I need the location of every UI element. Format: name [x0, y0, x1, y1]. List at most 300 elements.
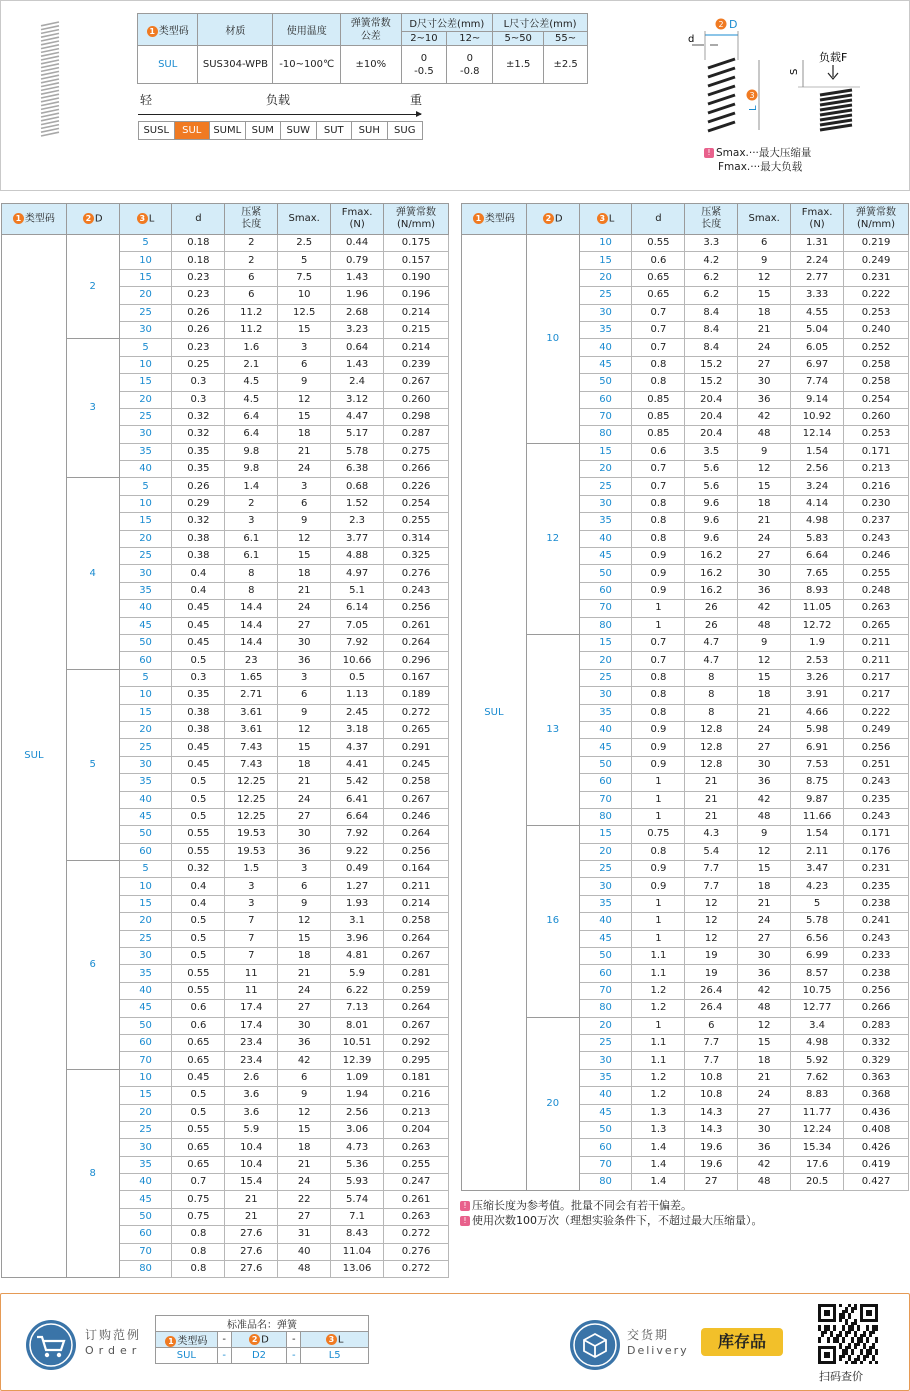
- L-cell[interactable]: 60: [579, 965, 632, 982]
- value-cell: 0.9: [632, 582, 685, 599]
- value-cell: 14.4: [225, 634, 278, 651]
- L-cell[interactable]: 25: [119, 548, 172, 565]
- value-cell: 36: [738, 774, 791, 791]
- value-cell: 0.7: [632, 339, 685, 356]
- value-cell: 26.4: [685, 1000, 738, 1017]
- L-cell[interactable]: 40: [119, 791, 172, 808]
- spec-tol: ±10%: [341, 46, 401, 84]
- L-cell[interactable]: 50: [579, 948, 632, 965]
- L-cell[interactable]: 50: [119, 634, 172, 651]
- L-cell[interactable]: 30: [119, 1139, 172, 1156]
- value-cell: 0.265: [384, 721, 449, 738]
- value-cell: 36: [278, 652, 331, 669]
- value-cell: 7.65: [791, 565, 844, 582]
- value-cell: 9.22: [331, 843, 384, 860]
- value-cell: 1.4: [632, 1156, 685, 1173]
- L-cell[interactable]: 35: [579, 895, 632, 912]
- value-cell: 2.1: [225, 356, 278, 373]
- L-cell[interactable]: 40: [579, 530, 632, 547]
- L-cell[interactable]: 10: [119, 495, 172, 512]
- value-cell: 10: [278, 287, 331, 304]
- value-cell: 15: [738, 1034, 791, 1051]
- value-cell: 7.43: [225, 739, 278, 756]
- order-h-type: 类型码: [177, 1336, 208, 1347]
- value-cell: 1: [632, 617, 685, 634]
- value-cell: 30: [738, 565, 791, 582]
- value-cell: 2.71: [225, 687, 278, 704]
- value-cell: 0.55: [172, 965, 225, 982]
- value-cell: 18: [278, 426, 331, 443]
- value-cell: 4.37: [331, 739, 384, 756]
- value-cell: 15: [278, 739, 331, 756]
- value-cell: 27: [738, 1104, 791, 1121]
- value-cell: 6: [278, 687, 331, 704]
- value-cell: 0.26: [172, 321, 225, 338]
- value-cell: 1.2: [632, 982, 685, 999]
- value-cell: 15.2: [685, 356, 738, 373]
- value-cell: 0.26: [172, 478, 225, 495]
- D-cell[interactable]: 6: [66, 861, 119, 1070]
- L-cell[interactable]: 20: [579, 843, 632, 860]
- value-cell: 0.6: [632, 252, 685, 269]
- value-cell: 6: [278, 878, 331, 895]
- L-cell[interactable]: 45: [579, 739, 632, 756]
- value-cell: 8: [685, 669, 738, 686]
- L-cell[interactable]: 30: [119, 426, 172, 443]
- L-cell[interactable]: 15: [119, 1087, 172, 1104]
- value-cell: 0.233: [844, 948, 909, 965]
- value-cell: 0.419: [844, 1156, 909, 1173]
- L-cell[interactable]: 20: [119, 721, 172, 738]
- type-cell[interactable]: SUL: [462, 235, 527, 1191]
- L-cell[interactable]: 25: [119, 739, 172, 756]
- type-option-suml[interactable]: SUML: [210, 122, 246, 140]
- L-cell[interactable]: 45: [579, 1104, 632, 1121]
- value-cell: 10.4: [225, 1139, 278, 1156]
- value-cell: 5.78: [331, 443, 384, 460]
- L-cell[interactable]: 30: [579, 495, 632, 512]
- value-cell: 0.243: [844, 530, 909, 547]
- spec-d2b: -0.8: [460, 65, 480, 77]
- L-cell[interactable]: 10: [119, 878, 172, 895]
- value-cell: 4.88: [331, 548, 384, 565]
- L-cell[interactable]: 50: [579, 374, 632, 391]
- value-cell: 0.7: [632, 321, 685, 338]
- L-cell[interactable]: 20: [119, 391, 172, 408]
- value-cell: 3.1: [331, 913, 384, 930]
- L-cell[interactable]: 60: [119, 843, 172, 860]
- value-cell: 0.243: [384, 582, 449, 599]
- L-cell[interactable]: 30: [119, 948, 172, 965]
- value-cell: 6.64: [331, 808, 384, 825]
- L-cell[interactable]: 45: [119, 1000, 172, 1017]
- L-cell[interactable]: 60: [579, 774, 632, 791]
- L-cell[interactable]: 15: [119, 704, 172, 721]
- L-cell[interactable]: 35: [579, 704, 632, 721]
- value-cell: 0.5: [172, 1087, 225, 1104]
- L-cell[interactable]: 40: [579, 339, 632, 356]
- L-cell[interactable]: 30: [119, 565, 172, 582]
- value-cell: 1.96: [331, 287, 384, 304]
- spec-table: [137, 13, 588, 84]
- value-cell: 3: [278, 861, 331, 878]
- value-cell: 1.13: [331, 687, 384, 704]
- value-cell: 0.272: [384, 704, 449, 721]
- value-cell: 0.7: [172, 1174, 225, 1191]
- L-cell[interactable]: 60: [119, 1226, 172, 1243]
- L-cell[interactable]: 35: [119, 965, 172, 982]
- value-cell: 0.7: [632, 478, 685, 495]
- L-cell[interactable]: 20: [119, 287, 172, 304]
- value-cell: 2.6: [225, 1069, 278, 1086]
- order-h-L: L: [337, 1334, 344, 1346]
- value-cell: 36: [278, 843, 331, 860]
- L-cell[interactable]: 40: [119, 982, 172, 999]
- value-cell: 4.14: [791, 495, 844, 512]
- L-cell[interactable]: 15: [579, 443, 632, 460]
- value-cell: 5.36: [331, 1156, 384, 1173]
- value-cell: 26: [685, 600, 738, 617]
- value-cell: 9.6: [685, 513, 738, 530]
- value-cell: 1.5: [225, 861, 278, 878]
- L-cell[interactable]: 25: [579, 1034, 632, 1051]
- L-cell[interactable]: 5: [119, 235, 172, 252]
- col-tol1: 弹簧常数: [350, 17, 391, 29]
- value-cell: 0.332: [844, 1034, 909, 1051]
- L-cell[interactable]: 45: [119, 1191, 172, 1208]
- L-cell[interactable]: 35: [579, 513, 632, 530]
- value-cell: 0.219: [844, 235, 909, 252]
- L-cell[interactable]: 5: [119, 339, 172, 356]
- value-cell: 4.3: [685, 826, 738, 843]
- L-cell[interactable]: 60: [579, 582, 632, 599]
- L-cell[interactable]: 30: [579, 878, 632, 895]
- type-option-suh[interactable]: SUH: [352, 122, 388, 140]
- value-cell: 0.164: [384, 861, 449, 878]
- sub-l2: 55~: [544, 32, 588, 46]
- value-cell: 3.4: [791, 1017, 844, 1034]
- L-cell[interactable]: 50: [119, 1208, 172, 1225]
- value-cell: 0.9: [632, 548, 685, 565]
- L-cell[interactable]: 45: [119, 617, 172, 634]
- L-cell[interactable]: 20: [579, 461, 632, 478]
- th-smax: Smax.: [738, 204, 791, 235]
- L-cell[interactable]: 15: [119, 374, 172, 391]
- D-cell[interactable]: 20: [526, 1017, 579, 1191]
- value-cell: 12: [278, 913, 331, 930]
- value-cell: 30: [738, 374, 791, 391]
- value-cell: 1.4: [632, 1139, 685, 1156]
- L-cell[interactable]: 45: [579, 930, 632, 947]
- value-cell: 4.7: [685, 652, 738, 669]
- L-cell[interactable]: 5: [119, 861, 172, 878]
- value-cell: 3.18: [331, 721, 384, 738]
- L-cell[interactable]: 15: [579, 826, 632, 843]
- L-cell[interactable]: 40: [119, 1174, 172, 1191]
- D-cell[interactable]: 13: [526, 634, 579, 825]
- L-cell[interactable]: 35: [119, 443, 172, 460]
- value-cell: 12: [685, 895, 738, 912]
- col-dtol: D尺寸公差(mm): [401, 14, 493, 32]
- delivery-icon: [568, 1318, 622, 1372]
- spec-type[interactable]: SUL: [138, 46, 198, 84]
- L-cell[interactable]: 80: [579, 808, 632, 825]
- L-cell[interactable]: 70: [119, 1052, 172, 1069]
- D-cell[interactable]: 16: [526, 826, 579, 1017]
- L-cell[interactable]: 10: [119, 252, 172, 269]
- L-cell[interactable]: 35: [119, 1156, 172, 1173]
- value-cell: 21: [278, 443, 331, 460]
- L-cell[interactable]: 70: [579, 791, 632, 808]
- value-cell: 0.85: [632, 408, 685, 425]
- value-cell: 13.06: [331, 1261, 384, 1278]
- D-cell[interactable]: 10: [526, 235, 579, 444]
- spec-material: SUS304-WPB: [198, 46, 273, 84]
- L-cell[interactable]: 10: [579, 235, 632, 252]
- L-cell[interactable]: 20: [119, 913, 172, 930]
- value-cell: 0.325: [384, 548, 449, 565]
- value-cell: 1: [632, 895, 685, 912]
- L-cell[interactable]: 25: [119, 408, 172, 425]
- L-cell[interactable]: 15: [119, 269, 172, 286]
- L-cell[interactable]: 35: [579, 1069, 632, 1086]
- value-cell: 0.265: [844, 617, 909, 634]
- value-cell: 7.62: [791, 1069, 844, 1086]
- L-cell[interactable]: 30: [579, 304, 632, 321]
- value-cell: 21: [738, 513, 791, 530]
- L-cell[interactable]: 30: [579, 687, 632, 704]
- value-cell: 42: [738, 791, 791, 808]
- L-cell[interactable]: 35: [119, 774, 172, 791]
- value-cell: 40: [278, 1243, 331, 1260]
- value-cell: 12: [738, 652, 791, 669]
- type-option-susl[interactable]: SUSL: [139, 122, 175, 140]
- L-cell[interactable]: 60: [119, 1034, 172, 1051]
- L-cell[interactable]: 50: [579, 565, 632, 582]
- table-row: [2, 1069, 449, 1086]
- value-cell: 22: [278, 1191, 331, 1208]
- value-cell: 0.214: [384, 895, 449, 912]
- value-cell: 8.4: [685, 321, 738, 338]
- L-cell[interactable]: 10: [119, 356, 172, 373]
- value-cell: 8.75: [791, 774, 844, 791]
- value-cell: 8: [685, 704, 738, 721]
- value-cell: 3.26: [791, 669, 844, 686]
- L-cell[interactable]: 5: [119, 478, 172, 495]
- D-cell[interactable]: 12: [526, 443, 579, 634]
- L-cell[interactable]: 20: [119, 1104, 172, 1121]
- L-cell[interactable]: 60: [579, 1139, 632, 1156]
- L-cell[interactable]: 15: [579, 252, 632, 269]
- L-cell[interactable]: 25: [579, 478, 632, 495]
- L-cell[interactable]: 25: [579, 861, 632, 878]
- value-cell: 1.9: [791, 634, 844, 651]
- type-option-sut[interactable]: SUT: [316, 122, 352, 140]
- th-comp: 压紧 长度: [225, 204, 278, 235]
- value-cell: 30: [278, 634, 331, 651]
- value-cell: 5.9: [331, 965, 384, 982]
- D-cell[interactable]: 4: [66, 478, 119, 669]
- value-cell: 0.8: [632, 374, 685, 391]
- value-cell: 21: [685, 774, 738, 791]
- value-cell: 0.264: [384, 826, 449, 843]
- value-cell: 6.41: [331, 791, 384, 808]
- L-cell[interactable]: 70: [119, 1243, 172, 1260]
- value-cell: 5.98: [791, 721, 844, 738]
- spec-d2a: 0: [466, 52, 473, 64]
- value-cell: 1.4: [225, 478, 278, 495]
- spec-d1b: -0.5: [414, 65, 434, 77]
- L-cell[interactable]: 80: [119, 1261, 172, 1278]
- L-cell[interactable]: 50: [119, 1017, 172, 1034]
- value-cell: 0.5: [172, 913, 225, 930]
- L-cell[interactable]: 40: [119, 600, 172, 617]
- value-cell: 0.254: [844, 391, 909, 408]
- value-cell: 0.189: [384, 687, 449, 704]
- L-cell[interactable]: 20: [119, 530, 172, 547]
- L-cell[interactable]: 15: [579, 634, 632, 651]
- value-cell: 0.272: [384, 1226, 449, 1243]
- value-cell: 7.7: [685, 878, 738, 895]
- L-cell[interactable]: 70: [579, 1156, 632, 1173]
- value-cell: 7.53: [791, 756, 844, 773]
- type-option-sum[interactable]: SUM: [245, 122, 281, 140]
- L-cell[interactable]: 30: [579, 1052, 632, 1069]
- type-option-sug[interactable]: SUG: [387, 122, 423, 140]
- qr-label: 扫码查价: [819, 1370, 863, 1383]
- L-cell[interactable]: 40: [119, 461, 172, 478]
- value-cell: 18: [278, 948, 331, 965]
- L-cell[interactable]: 40: [579, 913, 632, 930]
- value-cell: 1.94: [331, 1087, 384, 1104]
- L-cell[interactable]: 50: [579, 756, 632, 773]
- value-cell: 0.8: [632, 513, 685, 530]
- type-option-sul[interactable]: SUL: [174, 122, 210, 140]
- value-cell: 9: [278, 374, 331, 391]
- D-cell[interactable]: 5: [66, 669, 119, 860]
- value-cell: 0.272: [384, 1261, 449, 1278]
- load-arrow: [138, 114, 421, 115]
- value-cell: 6: [278, 1069, 331, 1086]
- value-cell: 0.214: [384, 339, 449, 356]
- value-cell: 27: [278, 808, 331, 825]
- value-cell: 0.255: [844, 565, 909, 582]
- value-cell: 0.204: [384, 1121, 449, 1138]
- type-option-suw[interactable]: SUW: [281, 122, 317, 140]
- L-cell[interactable]: 25: [119, 930, 172, 947]
- L-cell[interactable]: 80: [579, 1000, 632, 1017]
- D-cell[interactable]: 8: [66, 1069, 119, 1278]
- value-cell: 21: [278, 1156, 331, 1173]
- value-cell: 1.1: [632, 948, 685, 965]
- value-cell: 0.248: [844, 582, 909, 599]
- L-cell[interactable]: 70: [579, 982, 632, 999]
- value-cell: 5.42: [331, 774, 384, 791]
- L-cell[interactable]: 80: [579, 1174, 632, 1191]
- value-cell: 11.66: [791, 808, 844, 825]
- L-cell[interactable]: 20: [579, 269, 632, 286]
- value-cell: 1.31: [791, 235, 844, 252]
- value-cell: 0.8: [172, 1261, 225, 1278]
- L-cell[interactable]: 60: [579, 391, 632, 408]
- value-cell: 0.8: [172, 1226, 225, 1243]
- value-cell: 4.98: [791, 1034, 844, 1051]
- L-cell[interactable]: 10: [119, 687, 172, 704]
- L-cell[interactable]: 40: [579, 1087, 632, 1104]
- value-cell: 21: [738, 895, 791, 912]
- L-cell[interactable]: 45: [579, 356, 632, 373]
- value-cell: 0.246: [844, 548, 909, 565]
- D-cell[interactable]: 3: [66, 339, 119, 478]
- value-cell: 2: [225, 252, 278, 269]
- value-cell: 15.4: [225, 1174, 278, 1191]
- value-cell: 6.14: [331, 600, 384, 617]
- value-cell: 1.3: [632, 1121, 685, 1138]
- L-cell[interactable]: 5: [119, 669, 172, 686]
- value-cell: 0.32: [172, 513, 225, 530]
- L-cell[interactable]: 10: [119, 1069, 172, 1086]
- spec-d1a: 0: [420, 52, 428, 64]
- L-cell[interactable]: 45: [579, 548, 632, 565]
- L-cell[interactable]: 25: [579, 669, 632, 686]
- order-table: 标准品名：弹簧 1 类型码 - 2 D - 3 L SUL - D2 - L5: [155, 1315, 369, 1364]
- value-cell: 15.34: [791, 1139, 844, 1156]
- L-cell[interactable]: 70: [579, 600, 632, 617]
- value-cell: 48: [738, 426, 791, 443]
- value-cell: 0.8: [172, 1243, 225, 1260]
- value-cell: 7.7: [685, 861, 738, 878]
- value-cell: 4.55: [791, 304, 844, 321]
- L-cell[interactable]: 40: [579, 721, 632, 738]
- value-cell: 11.2: [225, 304, 278, 321]
- value-cell: 6.2: [685, 269, 738, 286]
- D-cell[interactable]: 2: [66, 235, 119, 339]
- L-cell[interactable]: 15: [119, 895, 172, 912]
- value-cell: 0.267: [384, 948, 449, 965]
- value-cell: 0.190: [384, 269, 449, 286]
- L-cell[interactable]: 25: [119, 1121, 172, 1138]
- L-cell[interactable]: 70: [579, 408, 632, 425]
- col-tol2: 公差: [360, 30, 381, 42]
- L-cell[interactable]: 35: [579, 321, 632, 338]
- L-cell[interactable]: 25: [579, 287, 632, 304]
- L-cell[interactable]: 50: [119, 826, 172, 843]
- value-cell: 2.56: [331, 1104, 384, 1121]
- L-cell[interactable]: 20: [579, 652, 632, 669]
- L-cell[interactable]: 80: [579, 617, 632, 634]
- value-cell: 0.35: [172, 687, 225, 704]
- L-cell[interactable]: 80: [579, 426, 632, 443]
- value-cell: 1.2: [632, 1000, 685, 1017]
- value-cell: 1.43: [331, 269, 384, 286]
- value-cell: 30: [738, 756, 791, 773]
- L-cell[interactable]: 60: [119, 652, 172, 669]
- spec-temp: -10~100℃: [273, 46, 341, 84]
- L-cell[interactable]: 30: [119, 321, 172, 338]
- value-cell: 24: [738, 339, 791, 356]
- L-cell[interactable]: 35: [119, 582, 172, 599]
- L-cell[interactable]: 15: [119, 513, 172, 530]
- L-cell[interactable]: 25: [119, 304, 172, 321]
- type-cell[interactable]: SUL: [2, 235, 67, 1278]
- L-cell[interactable]: 30: [119, 756, 172, 773]
- L-cell[interactable]: 50: [579, 1121, 632, 1138]
- value-cell: 0.267: [384, 791, 449, 808]
- L-cell[interactable]: 20: [579, 1017, 632, 1034]
- order-D: D2: [231, 1348, 287, 1364]
- L-cell[interactable]: 45: [119, 808, 172, 825]
- value-cell: 0.23: [172, 339, 225, 356]
